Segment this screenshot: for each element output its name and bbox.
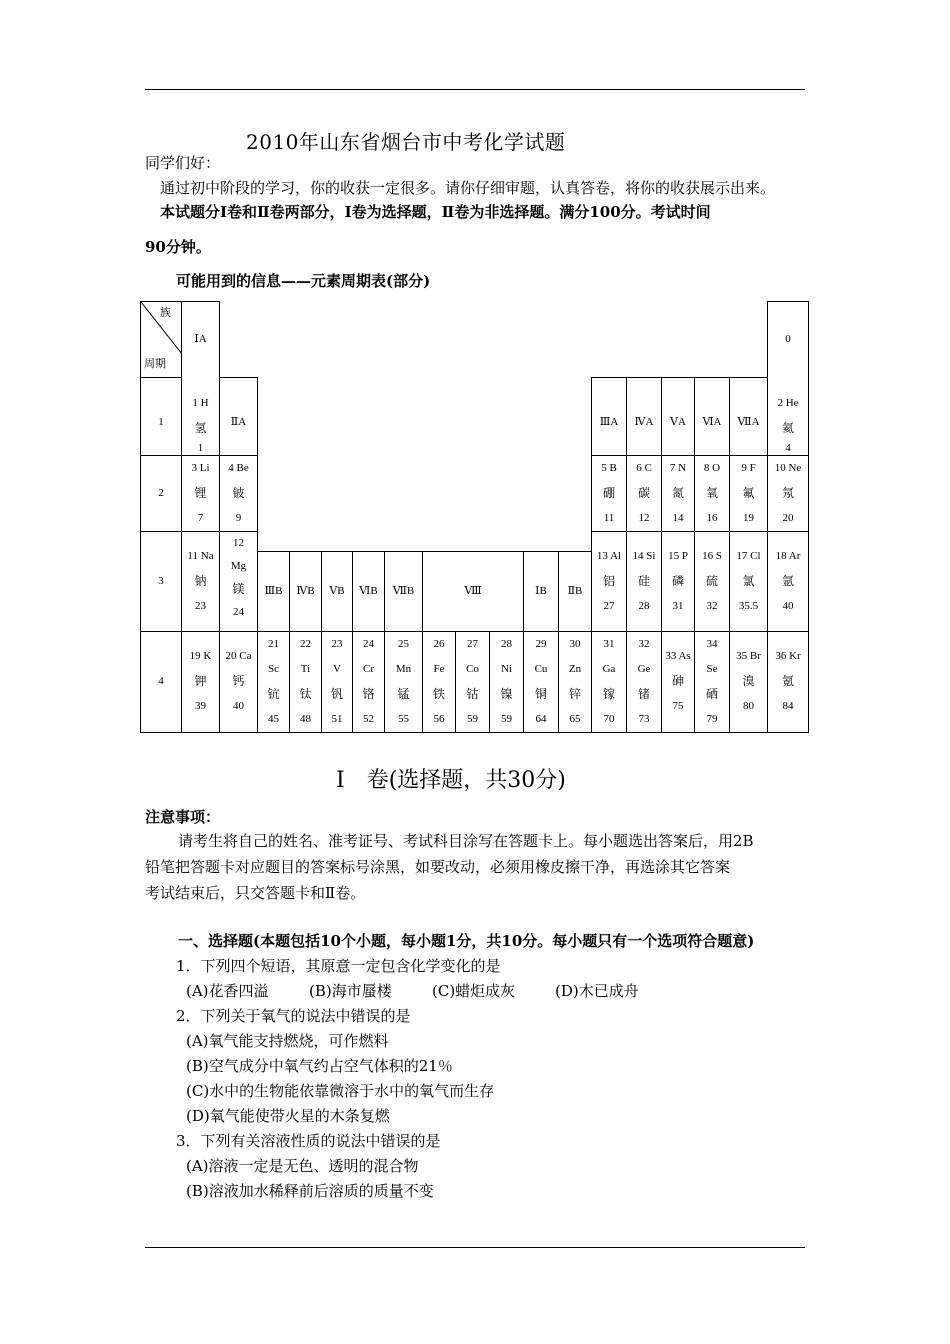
element-V: 23 V 钒 51 bbox=[322, 631, 353, 732]
group-VIIA: ⅦA bbox=[730, 391, 768, 456]
element-Fe: 26 Fe 铁 56 bbox=[423, 631, 456, 732]
element-Al: 13 Al 铝 27 bbox=[592, 531, 627, 631]
q3-option-a: (A)溶液一定是无色、透明的混合物 bbox=[186, 1157, 419, 1175]
top-rule bbox=[145, 89, 805, 90]
intro-line-1: 通过初中阶段的学习，你的收获一定很多。请你仔细审题，认真答卷，将你的收获展示出来。 bbox=[160, 179, 776, 197]
element-Ni: 28 Ni 镍 59 bbox=[490, 631, 524, 732]
element-S: 16 S 硫 32 bbox=[695, 531, 730, 631]
element-He: 2 He 氦 4 bbox=[768, 391, 809, 456]
element-Cl: 17 Cl 氯 35.5 bbox=[730, 531, 768, 631]
element-C: 6 C 碳 12 bbox=[627, 455, 662, 531]
bottom-rule bbox=[145, 1247, 805, 1248]
element-Kr: 36 Kr 氪 84 bbox=[768, 631, 809, 732]
element-Se: 34 Se 硒 79 bbox=[695, 631, 730, 732]
q2-option-a: (A)氧气能支持燃烧，可作燃料 bbox=[186, 1032, 389, 1050]
period-label-2: 2 bbox=[141, 455, 182, 531]
element-Mg: 12 Mg 镁 24 bbox=[220, 531, 258, 631]
element-Sc: 21 Sc 钪 45 bbox=[258, 631, 290, 732]
group-VIIB: ⅦB bbox=[385, 551, 423, 631]
group-IIB: ⅡB bbox=[559, 551, 592, 631]
element-F: 9 F 氟 19 bbox=[730, 455, 768, 531]
element-K: 19 K 钾 39 bbox=[182, 631, 220, 732]
element-N: 7 N 氮 14 bbox=[662, 455, 695, 531]
q3-stem: 3．下列有关溶液性质的说法中错误的是 bbox=[176, 1132, 441, 1150]
group-VA: ⅤA bbox=[662, 391, 695, 456]
group-IVB: ⅣB bbox=[290, 551, 322, 631]
element-H: 1 H 氢 1 bbox=[182, 391, 220, 456]
element-O: 8 O 氧 16 bbox=[695, 455, 730, 531]
group-IIA: ⅡA bbox=[220, 391, 258, 456]
q2-option-d: (D)氧气能使带火星的木条复燃 bbox=[186, 1107, 390, 1125]
periodic-table bbox=[140, 301, 809, 733]
group-VIII: Ⅷ bbox=[423, 551, 524, 631]
period-1-top bbox=[141, 378, 182, 391]
element-Na: 11 Na 钠 23 bbox=[182, 531, 220, 631]
element-Ga: 31 Ga 镓 70 bbox=[592, 631, 627, 732]
group-VIA: ⅥA bbox=[695, 391, 730, 456]
period-label-4: 4 bbox=[141, 631, 182, 732]
section-title: Ⅰ 卷(选择题，共30分) bbox=[336, 768, 566, 793]
element-Cu: 29 Cu 铜 64 bbox=[524, 631, 559, 732]
page-title: 2010年山东省烟台市中考化学试题 bbox=[246, 130, 566, 154]
element-Ge: 32 Ge 锗 73 bbox=[627, 631, 662, 732]
element-Cr: 24 Cr 铬 52 bbox=[353, 631, 385, 732]
element-B: 5 B 硼 11 bbox=[592, 455, 627, 531]
group-VB: ⅤB bbox=[322, 551, 353, 631]
group-IA: ⅠA bbox=[182, 302, 220, 378]
element-Mn: 25 Mn 锰 55 bbox=[385, 631, 423, 732]
notice-title: 注意事项： bbox=[145, 808, 221, 826]
group-IVA: ⅣA bbox=[627, 391, 662, 456]
q1-option-b: (B)海市蜃楼 bbox=[309, 982, 392, 1000]
notice-line-3: 考试结束后，只交答题卡和Ⅱ卷。 bbox=[145, 884, 366, 902]
element-Be: 4 Be 铍 9 bbox=[220, 455, 258, 531]
notice-line-1: 请考生将自己的姓名、准考证号、考试科目涂写在答题卡上。每小题选出答案后，用2B bbox=[178, 832, 754, 850]
element-Ti: 22 Ti 钛 48 bbox=[290, 631, 322, 732]
period-label-1: 1 bbox=[141, 391, 182, 456]
greeting: 同学们好： bbox=[145, 154, 221, 172]
corner-cell bbox=[141, 302, 182, 378]
intro-line-2: 本试题分Ⅰ卷和Ⅱ卷两部分，Ⅰ卷为选择题，Ⅱ卷为非选择题。满分100分。考试时间 bbox=[160, 203, 711, 221]
q2-stem: 2．下列关于氧气的说法中错误的是 bbox=[176, 1007, 411, 1025]
element-Ne: 10 Ne 氖 20 bbox=[768, 455, 809, 531]
q2-option-b: (B)空气成分中氧气约占空气体积的21％ bbox=[186, 1057, 453, 1075]
corner-group-label: 族 bbox=[160, 307, 171, 319]
part1-heading: 一、选择题(本题包括10个小题，每小题1分，共10分。每小题只有一个选项符合题意) bbox=[178, 932, 755, 950]
group-IIIB: ⅢB bbox=[258, 551, 290, 631]
element-Br: 35 Br 溴 80 bbox=[730, 631, 768, 732]
q1-option-d: (D)木已成舟 bbox=[555, 982, 639, 1000]
notice-line-2: 铅笔把答题卡对应题目的答案标号涂黑，如要改动，必须用橡皮擦干净，再选涂其它答案 bbox=[145, 858, 731, 876]
element-Co: 27 Co 钴 59 bbox=[456, 631, 490, 732]
element-Si: 14 Si 硅 28 bbox=[627, 531, 662, 631]
q3-option-b: (B)溶液加水稀释前后溶质的质量不变 bbox=[186, 1182, 434, 1200]
table-caption: 可能用到的信息——元素周期表(部分) bbox=[176, 272, 431, 290]
element-Zn: 30 Zn 锌 65 bbox=[559, 631, 592, 732]
q1-stem: 1．下列四个短语，其原意一定包含化学变化的是 bbox=[176, 957, 501, 975]
q2-option-c: (C)水中的生物能依靠微溶于水中的氧气而生存 bbox=[186, 1082, 495, 1100]
intro-line-3: 90分钟。 bbox=[145, 238, 211, 256]
group-IIIA: ⅢA bbox=[592, 391, 627, 456]
q1-option-c: (C)蜡炬成灰 bbox=[432, 982, 516, 1000]
group-0: 0 bbox=[768, 302, 809, 378]
corner-period-label: 周期 bbox=[144, 358, 166, 370]
element-P: 15 P 磷 31 bbox=[662, 531, 695, 631]
element-Li: 3 Li 锂 7 bbox=[182, 455, 220, 531]
period-label-3: 3 bbox=[141, 531, 182, 631]
q1-option-a: (A)花香四溢 bbox=[186, 982, 269, 1000]
element-As: 33 As 砷 75 bbox=[662, 631, 695, 732]
group-IB: ⅠB bbox=[524, 551, 559, 631]
group-VIB: ⅥB bbox=[353, 551, 385, 631]
element-Ca: 20 Ca 钙 40 bbox=[220, 631, 258, 732]
element-Ar: 18 Ar 氩 40 bbox=[768, 531, 809, 631]
